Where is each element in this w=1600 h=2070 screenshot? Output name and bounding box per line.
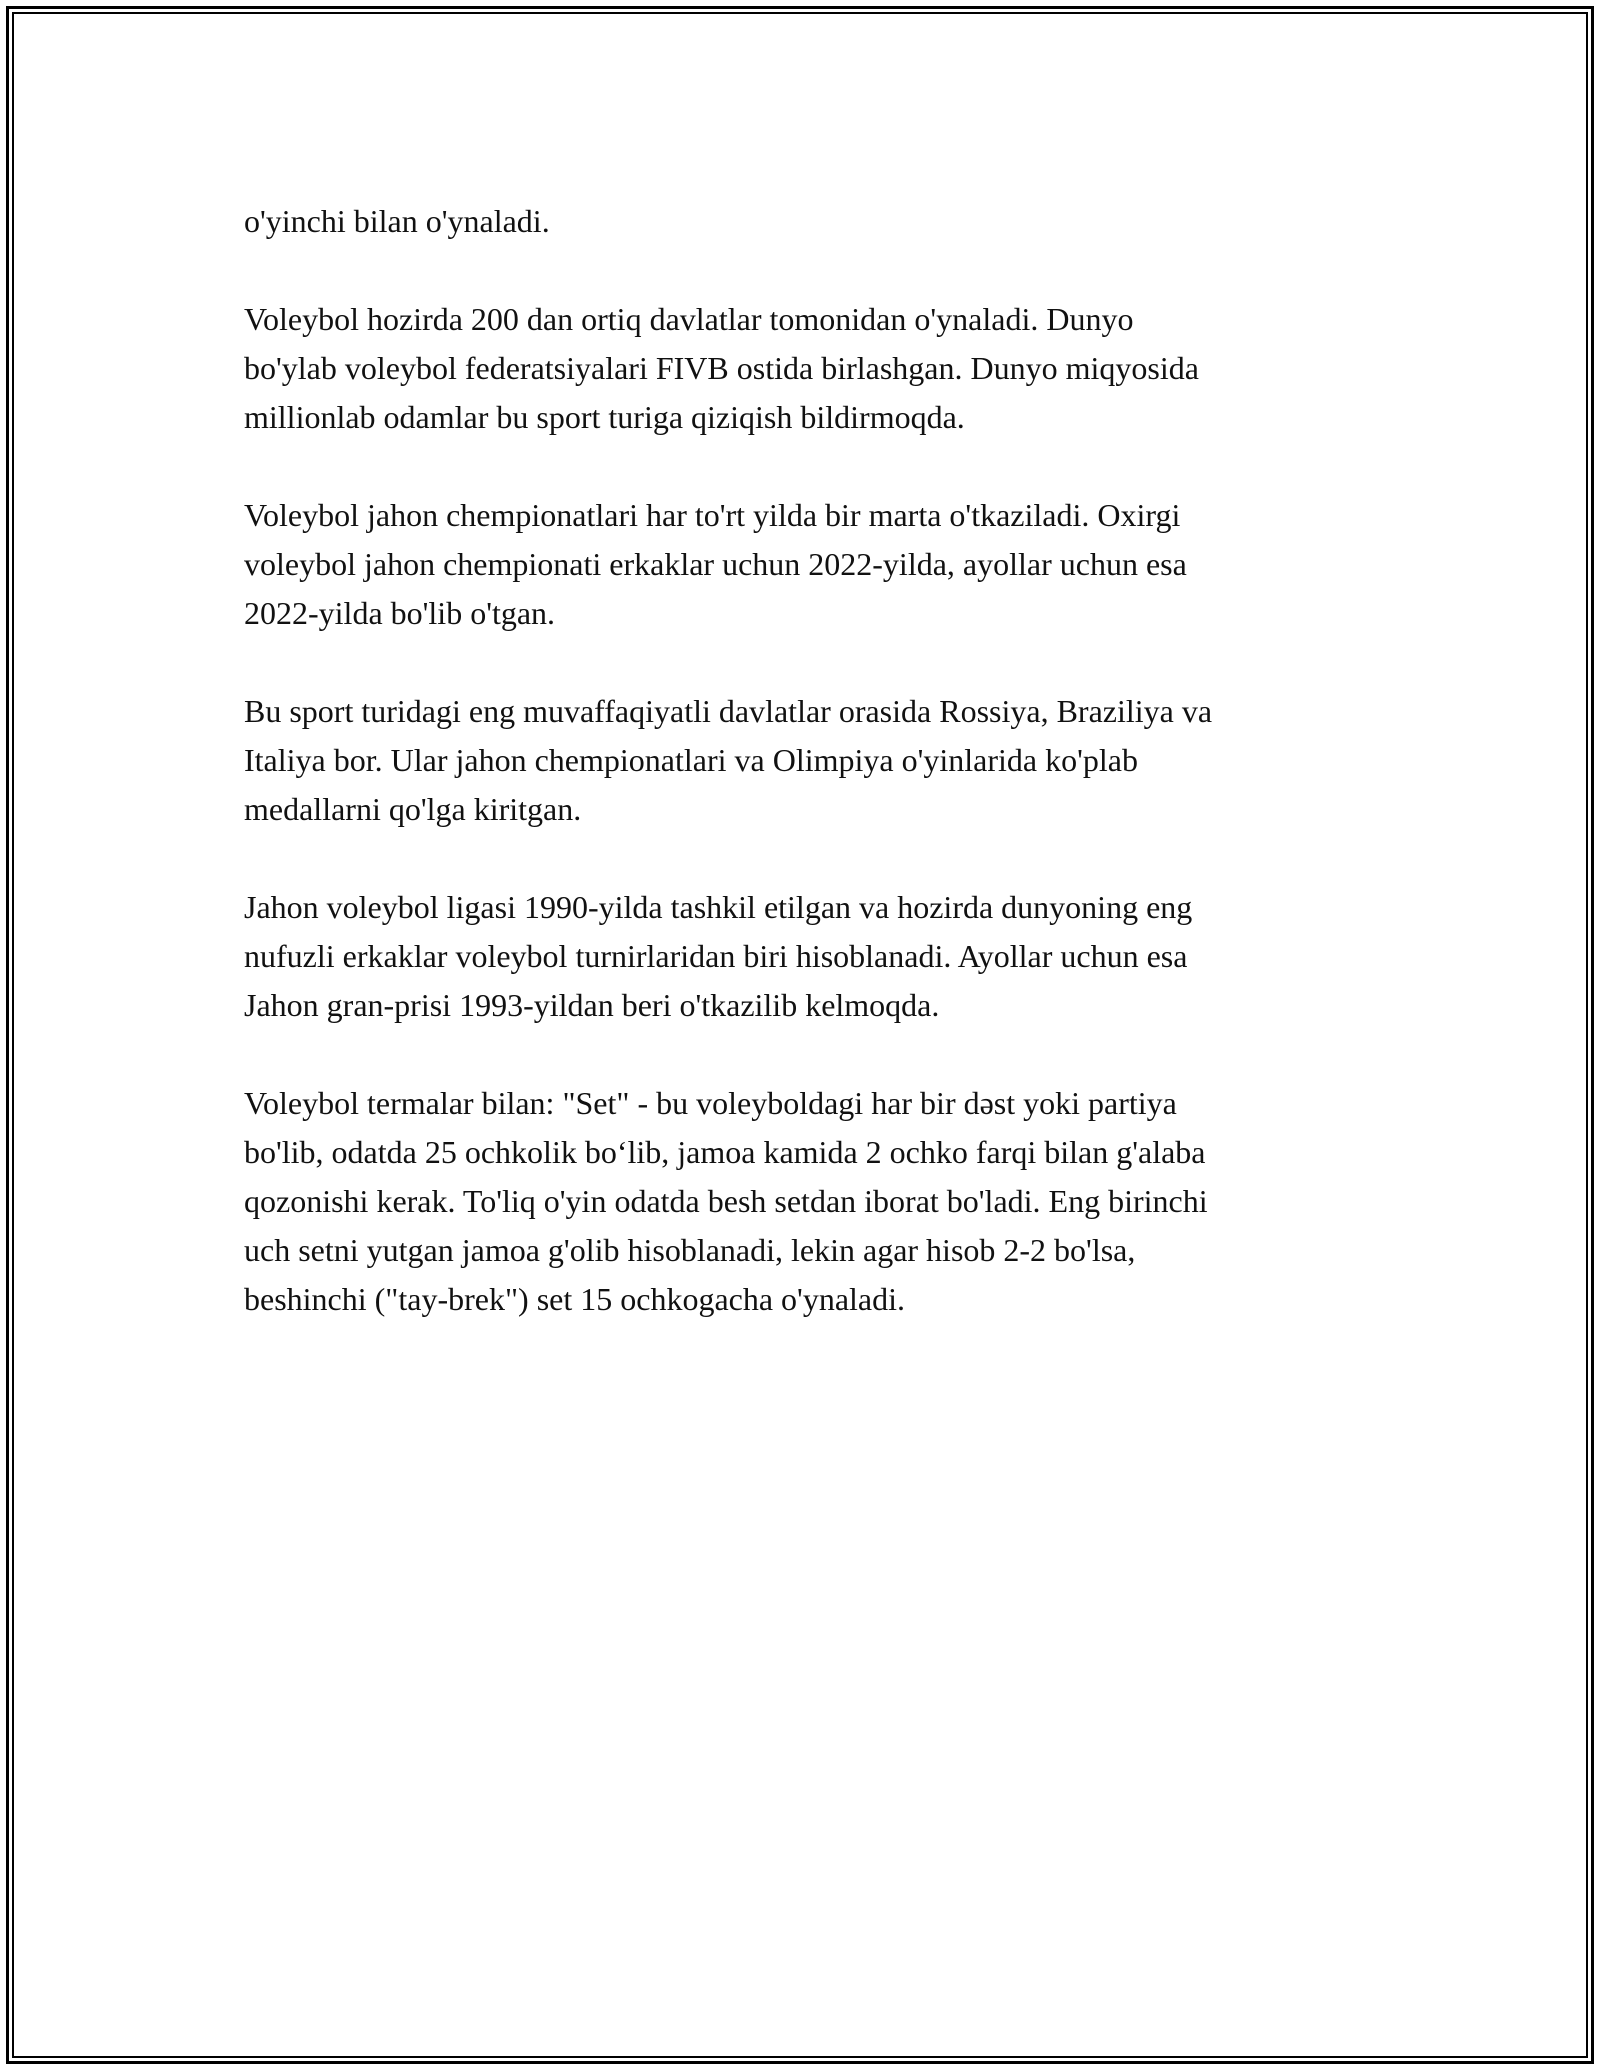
paragraph-world-championships: Voleybol jahon chempionatlari har to'rt yilda bir marta o'tkaziladi. Oxirgi voleybol jahon chempionati erkaklar uchun 2022-yilda, ayollar uchun esa 2022-yilda bo'lib o'tgan.: [244, 497, 1187, 631]
page-border: [6, 6, 1594, 2064]
paragraph-terms: Voleybol termalar bilan: "Set" - bu voleyboldagi har bir dəst yoki partiya bo'lib, odatda 25 ochkolik boʻlib, jamoa kamida 2 ochko farqi bilan g'alaba qozonishi kerak. To'liq o'yin odatda besh setdan iborat bo'ladi. Eng birinchi uch setni yutgan jamoa g'olib hisoblanadi, lekin agar hisob 2-2 bo'lsa, beshinchi ("tay-brek") set 15 ochkogacha o'ynaladi.: [244, 1085, 1208, 1317]
paragraph-world-league: Jahon voleybol ligasi 1990-yilda tashkil etilgan va hozirda dunyoning eng nufuzli erkaklar voleybol turnirlaridan biri hisoblanadi. Ayollar uchun esa Jahon gran-prisi 1993-yildan beri o'tkazilib kelmoqda.: [244, 889, 1193, 1023]
paragraph-intro-fragment: o'yinchi bilan o'ynaladi.: [244, 203, 550, 239]
paragraph-popularity: Voleybol hozirda 200 dan ortiq davlatlar tomonidan o'ynaladi. Dunyo bo'ylab voleybol federatsiyalari FIVB ostida birlashgan. Dunyo miqyosida millionlab odamlar bu sport turiga qiziqish bildirmoqda.: [244, 301, 1199, 435]
document-body: [244, 197, 1379, 1373]
paragraph-successful-countries: Bu sport turidagi eng muvaffaqiyatli davlatlar orasida Rossiya, Braziliya va Italiya bor. Ular jahon chempionatlari va Olimpiya o'yinlarida ko'plab medallarni qo'lga kiritgan.: [244, 693, 1213, 827]
